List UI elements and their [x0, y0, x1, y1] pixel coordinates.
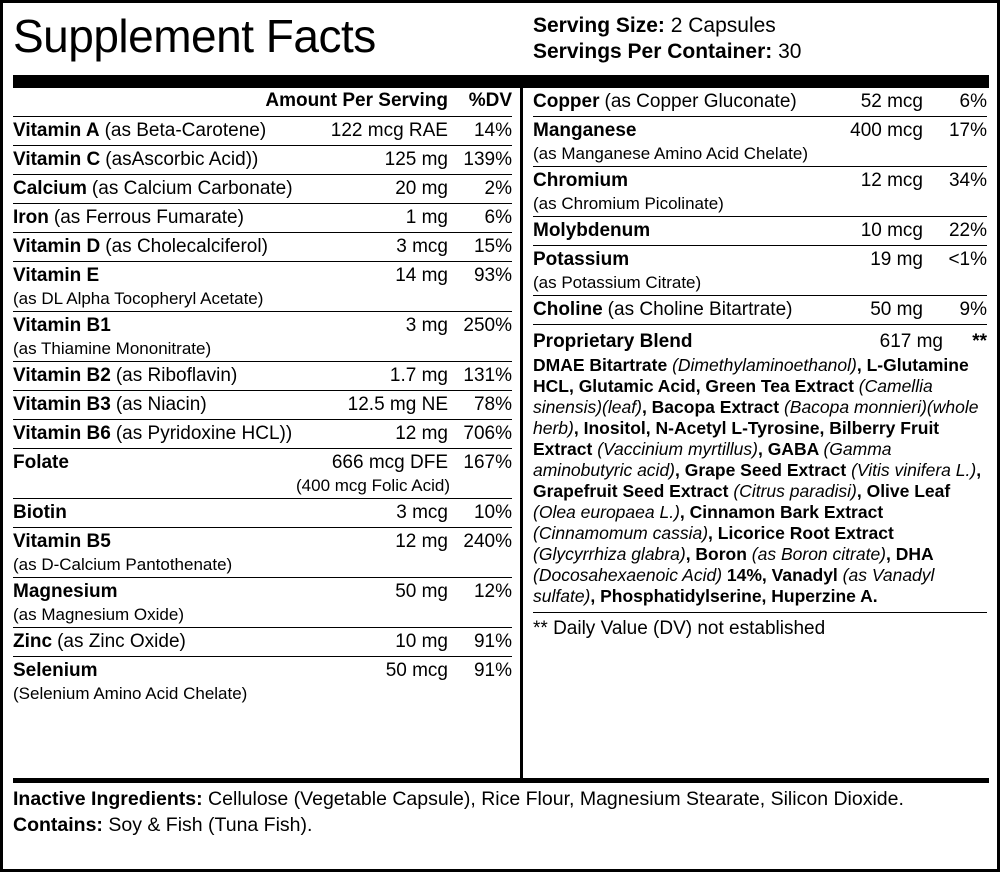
- servings-per-container-line: [533, 39, 801, 65]
- nutrient-subsource: (as Potassium Citrate): [533, 273, 702, 292]
- nutrient-row: [13, 449, 512, 499]
- nutrient-row: [13, 420, 512, 449]
- nutrient-dv: 6%: [959, 91, 987, 112]
- nutrient-row: [13, 578, 512, 628]
- nutrient-row: [13, 262, 512, 312]
- nutrient-source: (as Zinc Oxide): [57, 631, 186, 652]
- nutrient-row: [13, 657, 512, 706]
- nutrient-source: (as Choline Bitartrate): [607, 299, 793, 320]
- nutrient-dv: 17%: [948, 120, 987, 141]
- serving-info: [533, 5, 801, 65]
- nutrient-name: Vitamin B6: [13, 423, 111, 444]
- nutrient-subsource: (as D-Calcium Pantothenate): [13, 555, 233, 574]
- nutrient-name: Vitamin D: [13, 236, 101, 257]
- contains-value: Soy & Fish (Tuna Fish).: [102, 814, 313, 836]
- nutrient-name: Iron: [13, 207, 49, 228]
- nutrient-amount: 10 mcg: [860, 220, 923, 241]
- dv-header: %DV: [468, 90, 512, 111]
- serving-size-value: 2 Capsules: [670, 14, 776, 37]
- bottom-ingredients: [3, 783, 997, 838]
- nutrient-dv: 2%: [484, 178, 512, 199]
- nutrient-column-right: [523, 88, 987, 778]
- inactive-ingredients-line: [13, 787, 989, 812]
- column-headers: [13, 88, 512, 117]
- nutrient-dv: 706%: [463, 423, 512, 444]
- nutrient-row: [533, 88, 987, 117]
- nutrient-amount: 3 mcg: [396, 236, 448, 257]
- nutrient-dv: 240%: [463, 531, 512, 552]
- nutrient-name: Calcium: [13, 178, 87, 199]
- nutrient-amount: 50 mg: [395, 581, 448, 602]
- amount-header: Amount Per Serving: [265, 90, 448, 111]
- nutrient-row: [13, 362, 512, 391]
- nutrient-row: [13, 628, 512, 657]
- nutrient-dv: <1%: [948, 249, 987, 270]
- nutrient-subsource: (400 mcg Folic Acid): [296, 476, 450, 495]
- nutrient-name: Vitamin E: [13, 265, 100, 286]
- nutrient-amount: 1.7 mg: [389, 365, 448, 386]
- nutrient-amount: 400 mcg: [850, 120, 923, 141]
- nutrient-amount: 52 mcg: [860, 91, 923, 112]
- nutrient-amount: 12 mg: [395, 423, 448, 444]
- nutrient-subsource: (as Chromium Picolinate): [533, 194, 724, 213]
- nutrient-row: [13, 499, 512, 528]
- nutrient-dv: 78%: [473, 394, 512, 415]
- nutrient-name: Vitamin A: [13, 120, 100, 141]
- nutrient-name: Choline: [533, 299, 603, 320]
- nutrient-dv: 139%: [463, 149, 512, 170]
- nutrient-subsource: (Selenium Amino Acid Chelate): [13, 684, 248, 703]
- nutrient-amount: 12 mcg: [860, 170, 923, 191]
- nutrient-source: (as Calcium Carbonate): [91, 178, 293, 199]
- nutrient-row: [13, 175, 512, 204]
- nutrient-amount: 50 mg: [870, 299, 923, 320]
- nutrient-dv: 167%: [463, 452, 512, 473]
- nutrient-name: Molybdenum: [533, 220, 651, 241]
- nutrient-name: Biotin: [13, 502, 67, 523]
- nutrient-columns: [13, 88, 989, 778]
- nutrient-amount: 12.5 mg NE: [347, 394, 448, 415]
- nutrient-row: [13, 391, 512, 420]
- nutrient-row: [13, 117, 512, 146]
- blend-ingredients: DMAE Bitartrate (Dimethylaminoethanol), L-Glutamine HCL, Glutamic Acid, Green Tea Extract (Camellia sinensis)(leaf), Bacopa Extract (Bacopa monnieri)(whole herb), Inositol, N-Acetyl L-Tyrosine, Bilberry Fruit Extract (Vaccinium myrtillus), GABA (Gamma aminobutyric acid), Grape Seed Extract (Vitis vinifera L.), Grapefruit Seed Extract (Citrus paradisi), Olive Leaf (Olea europaea L.), Cinnamon Bark Extract (Cinnamomum cassia), Licorice Root Extract (Glycyrrhiza glabra), Boron (as Boron citrate), DHA (Docosahexaenoic Acid) 14%, Vanadyl (as Vanadyl sulfate), Phosphatidylserine, Huperzine A.: [533, 355, 982, 606]
- blend-name: Proprietary Blend: [533, 331, 693, 352]
- inactive-ingredients-value: Cellulose (Vegetable Capsule), Rice Flour, Magnesium Stearate, Silicon Dioxide.: [202, 788, 904, 810]
- nutrient-name: Copper: [533, 91, 600, 112]
- nutrient-source: (as Beta-Carotene): [104, 120, 267, 141]
- nutrient-row: [13, 528, 512, 578]
- nutrient-name: Vitamin C: [13, 149, 101, 170]
- nutrient-amount: 1 mg: [405, 207, 448, 228]
- dv-footnote: ** Daily Value (DV) not established: [533, 612, 987, 642]
- nutrient-source: (asAscorbic Acid)): [105, 149, 259, 170]
- nutrient-subsource: (as Thiamine Mononitrate): [13, 339, 212, 358]
- nutrient-amount: 14 mg: [395, 265, 448, 286]
- nutrient-name: Zinc: [13, 631, 53, 652]
- page-title: Supplement Facts: [13, 10, 376, 62]
- serving-size-line: [533, 13, 801, 39]
- nutrient-amount: 20 mg: [395, 178, 448, 199]
- nutrient-amount: 3 mg: [405, 315, 448, 336]
- inactive-ingredients-label: Inactive Ingredients:: [13, 788, 203, 810]
- nutrient-source: (as Pyridoxine HCL)): [115, 423, 293, 444]
- nutrient-dv: 34%: [948, 170, 987, 191]
- nutrient-source: (as Riboflavin): [115, 365, 238, 386]
- blend-amount: 617 mg: [879, 331, 943, 352]
- nutrient-name: Vitamin B1: [13, 315, 111, 336]
- nutrient-row: [13, 233, 512, 262]
- nutrient-row: [13, 146, 512, 175]
- nutrient-source: (as Copper Gluconate): [604, 91, 797, 112]
- nutrient-amount: 50 mcg: [385, 660, 448, 681]
- nutrient-row: [533, 246, 987, 296]
- nutrient-amount: 3 mcg: [396, 502, 448, 523]
- servings-per-container-label: Servings Per Container:: [533, 40, 773, 63]
- nutrient-subsource: (as DL Alpha Tocopheryl Acetate): [13, 289, 264, 308]
- nutrient-name: Vitamin B2: [13, 365, 111, 386]
- nutrient-dv: 15%: [473, 236, 512, 257]
- nutrient-dv: 6%: [484, 207, 512, 228]
- nutrient-name: Selenium: [13, 660, 98, 681]
- nutrient-name: Magnesium: [13, 581, 118, 602]
- nutrient-source: (as Niacin): [115, 394, 207, 415]
- nutrient-name: Chromium: [533, 170, 628, 191]
- panel-header: [3, 3, 997, 75]
- nutrient-subsource: (as Manganese Amino Acid Chelate): [533, 144, 808, 163]
- nutrient-source: (as Ferrous Fumarate): [53, 207, 244, 228]
- nutrient-dv: 10%: [473, 502, 512, 523]
- nutrient-row: [533, 296, 987, 325]
- nutrient-name: Folate: [13, 452, 69, 473]
- nutrient-amount: 19 mg: [870, 249, 923, 270]
- nutrient-name: Vitamin B3: [13, 394, 111, 415]
- nutrient-name: Potassium: [533, 249, 630, 270]
- nutrient-name: Manganese: [533, 120, 637, 141]
- blend-dv: **: [972, 331, 987, 352]
- nutrient-row: [13, 204, 512, 233]
- nutrient-amount: 122 mcg RAE: [330, 120, 448, 141]
- nutrient-dv: 250%: [463, 315, 512, 336]
- nutrient-dv: 91%: [473, 631, 512, 652]
- servings-per-container-value: 30: [778, 40, 802, 63]
- nutrient-dv: 91%: [473, 660, 512, 681]
- nutrient-row: [533, 217, 987, 246]
- proprietary-blend-row: [533, 325, 987, 612]
- nutrient-dv: 14%: [473, 120, 512, 141]
- nutrient-amount: 666 mcg DFE: [331, 452, 448, 473]
- nutrient-row: [533, 167, 987, 217]
- contains-line: [13, 813, 989, 838]
- nutrient-amount: 12 mg: [395, 531, 448, 552]
- nutrient-row: [533, 117, 987, 167]
- nutrient-dv: 131%: [463, 365, 512, 386]
- nutrient-name: Vitamin B5: [13, 531, 111, 552]
- nutrient-dv: 93%: [473, 265, 512, 286]
- serving-size-label: Serving Size:: [533, 14, 665, 37]
- nutrient-subsource: (as Magnesium Oxide): [13, 605, 185, 624]
- nutrient-amount: 10 mg: [395, 631, 448, 652]
- contains-label: Contains:: [13, 814, 103, 836]
- nutrient-source: (as Cholecalciferol): [105, 236, 268, 257]
- nutrient-column-left: [13, 88, 523, 778]
- nutrient-dv: 9%: [959, 299, 987, 320]
- nutrient-dv: 22%: [948, 220, 987, 241]
- nutrient-row: [13, 312, 512, 362]
- nutrient-amount: 125 mg: [384, 149, 448, 170]
- nutrient-dv: 12%: [473, 581, 512, 602]
- header-divider: [13, 75, 989, 88]
